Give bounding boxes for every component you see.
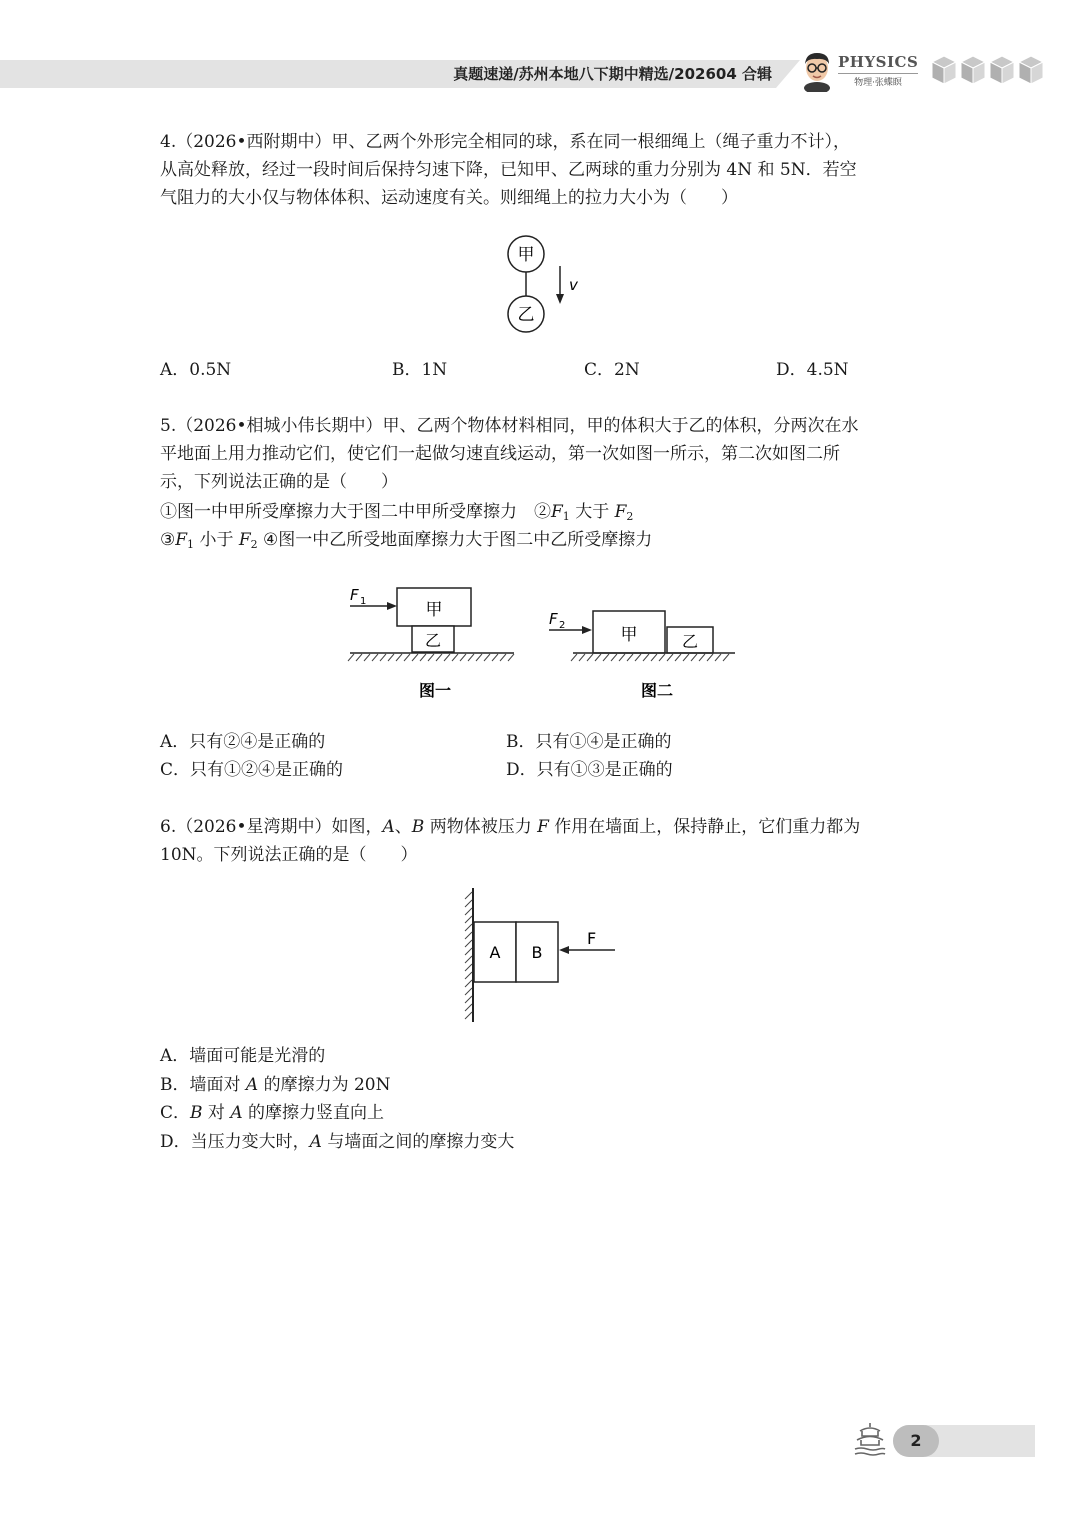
q5-stem-line-3: 示，下列说法正确的是（ ）: [160, 472, 398, 492]
logo-subtitle: 物理·张蝶瞑: [838, 73, 918, 88]
header-title: 真题速递/苏州本地八下期中精选/202604 合辑: [453, 65, 772, 83]
q6-stem-line-2: 10N。下列说法正确的是（ ）: [160, 845, 418, 865]
q5-figure-1: [340, 578, 520, 702]
q4-stem-line-2: 从高处释放，经过一段时间后保持匀速下降，已知甲、乙两球的重力分别为 4N 和 5N．若空: [160, 160, 857, 180]
svg-text:乙: 乙: [681, 632, 699, 651]
svg-text:1: 1: [360, 596, 367, 607]
q5-statement-1: ①图一中甲所受摩擦力大于图二中甲所受摩擦力 $②F_1$ 大于 $F_2$: [160, 502, 634, 523]
q4-stem-line-1: 4.（2026•西附期中）甲、乙两个外形完全相同的球，系在同一根细绳上（绳子重力不计），: [160, 132, 851, 152]
svg-text:甲: 甲: [620, 625, 638, 645]
q5-stem-line-2: 平地面上用力推动它们，使它们一起做匀速直线运动，第一次如图一所示，第二次如图二所: [160, 444, 840, 464]
svg-text:乙: 乙: [424, 631, 442, 650]
q4-option-b: B．1N: [392, 360, 448, 380]
q5-option-c: C．只有①②④是正确的: [160, 760, 344, 780]
q5-stem-line-1: 5.（2026•相城小伟长期中）甲、乙两个物体材料相同，甲的体积大于乙的体积，分两次在水: [160, 416, 859, 436]
ball-jia-label: 甲: [517, 245, 535, 265]
force-label: F: [587, 929, 597, 948]
q5-statement-2: $③F_1$ 小于 $F_2$ ④图一中乙所受地面摩擦力大于图二中乙所受摩擦力: [160, 530, 653, 551]
q6-option-d: D．当压力变大时，A 与墙面之间的摩擦力变大: [160, 1132, 515, 1152]
page-number: 2: [893, 1425, 939, 1457]
q6-option-c: C．B 对 A 的摩擦力竖直向上: [160, 1103, 385, 1123]
q4-option-d: D．4.5N: [776, 360, 849, 380]
q4-option-c: C．2N: [584, 360, 640, 380]
logo-text: PHYSICS: [838, 53, 919, 71]
svg-text:2: 2: [559, 620, 566, 631]
q4-stem-line-3: 气阻力的大小仅与物体体积、运动速度有关。则细绳上的拉力大小为（ ）: [160, 188, 738, 208]
fig2-caption: 图二: [640, 681, 674, 700]
q6-stem-line-1: 6.（2026•星湾期中）如图，A、B 两物体被压力 F 作用在墙面上，保持静止，它们重力都为: [160, 817, 861, 837]
q5-option-d: D．只有①③是正确的: [506, 760, 673, 780]
svg-text:A: A: [489, 943, 501, 962]
q6-figure-wall: [455, 884, 625, 1026]
svg-text:甲: 甲: [425, 600, 443, 620]
svg-text:F: F: [549, 610, 558, 628]
q6-option-a: A．墙面可能是光滑的: [160, 1046, 326, 1066]
q4-option-a: A．0.5N: [160, 360, 232, 380]
fig1-caption: 图一: [418, 681, 452, 700]
svg-text:F: F: [350, 586, 359, 604]
teacher-avatar-icon: [800, 50, 834, 92]
q5-option-a: A．只有②④是正确的: [160, 732, 326, 752]
q6-option-b: B．墙面对 A 的摩擦力为 20N: [160, 1075, 391, 1095]
pagoda-icon: [852, 1421, 888, 1459]
q4-figure-falling-balls: [490, 228, 590, 336]
cubes-logo-icon: [930, 54, 1046, 88]
q5-figure-2: [545, 578, 745, 702]
velocity-label: v: [569, 276, 578, 294]
ball-yi-label: 乙: [517, 305, 535, 325]
svg-text:B: B: [531, 943, 543, 962]
q5-option-b: B．只有①④是正确的: [506, 732, 672, 752]
